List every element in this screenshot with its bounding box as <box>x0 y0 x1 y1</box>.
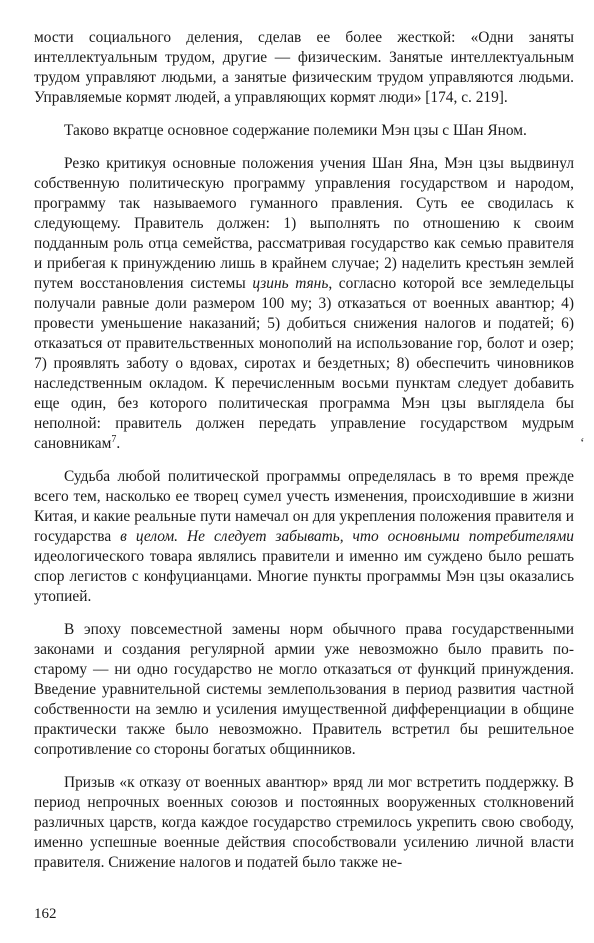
margin-mark: ʻ <box>580 436 585 451</box>
paragraph-p3 <box>34 154 574 454</box>
paragraph-p1 <box>34 28 574 108</box>
italic-text: в целом. Не следует забывать, что основными потребителями <box>120 528 574 545</box>
text-run: . <box>116 435 121 452</box>
italic-text: цзинь тянь <box>252 275 329 292</box>
paragraph-p6 <box>34 773 574 873</box>
page-text-block <box>34 28 574 873</box>
text-run: Таково вкратце основное содержание полемики Мэн цзы с Шан Яном. <box>64 122 527 139</box>
footnote-ref: 7 <box>111 433 117 445</box>
paragraph-p5 <box>34 620 574 760</box>
text-run: , согласно которой все земледельцы получали равные доли размером 100 му; 3) отказаться от военных авантюр; 4) провести уменьшение наказаний; 5) добиться снижения налогов и податей; 6) отказаться от правительственных монополий на использование гор, болот и озер; 7) проявлять заботу о вдовах, сиротах и бездетных; 8) обеспечить чиновников наследственным окладом. К перечисленным восьми пунктам следует добавить еще один, без которого политическая программа Мэн цзы выглядела бы неполной: правитель должен передать управление государством мудрым сановникам <box>34 275 574 452</box>
paragraph-p2 <box>34 121 574 141</box>
text-run: мости социального деления, сделав ее более жесткой: «Одни заняты интеллектуальным трудом, другие — физическим. Занятые интеллектуальным трудом управляют людьми, а занятые физическим трудом управляются людьми. Управляемые кормят людей, а управляющих кормят люди» [174, с. 219]. <box>34 29 574 106</box>
text-run: Судьба любой политической программы определялась в то время прежде всего тем, насколько ее творец сумел учесть изменения, происходившие в жизни Китая, и какие реальные пути намечал он для укрепления положения правителя и государства <box>34 468 574 545</box>
text-run: идеологического товара являлись правители и именно им суждено было решать спор легистов с конфуцианцами. Многие пункты программы Мэн цзы оказались утопией. <box>34 548 574 605</box>
page-number: 162 <box>34 906 57 922</box>
paragraph-p4 <box>34 467 574 607</box>
text-run: Резко критикуя основные положения учения Шан Яна, Мэн цзы выдвинул собственную политическую программу управления государством и народом, программу так называемого гуманного правления. Суть ее сводилась к следующему. Правитель должен: 1) выполнять по отношению к своим подданным роль отца семейства, рассматривая государство как семью правителя и прибегая к принуждению лишь в крайнем случае; 2) наделить крестьян землей путем восстановления системы <box>34 155 574 292</box>
text-run: В эпоху повсеместной замены норм обычного права государственными законами и создания регулярной армии уже невозможно было править по-старому — ни одно государство не могло отказаться от функций принуждения. Введение уравнительной системы землепользования в период развития частной собственности на землю и усиления имущественной дифференциации в общине практически также было невозможно. Правитель встретил бы решительное сопротивление со стороны богатых общинников. <box>34 621 574 758</box>
text-run: Призыв «к отказу от военных авантюр» вряд ли мог встретить поддержку. В период непрочных военных союзов и постоянных вооруженных столкновений различных царств, когда каждое государство стремилось укрепить свою свободу, именно успешные военные действия способствовали усилению личной власти правителя. Снижение налогов и податей было также не- <box>34 774 574 871</box>
